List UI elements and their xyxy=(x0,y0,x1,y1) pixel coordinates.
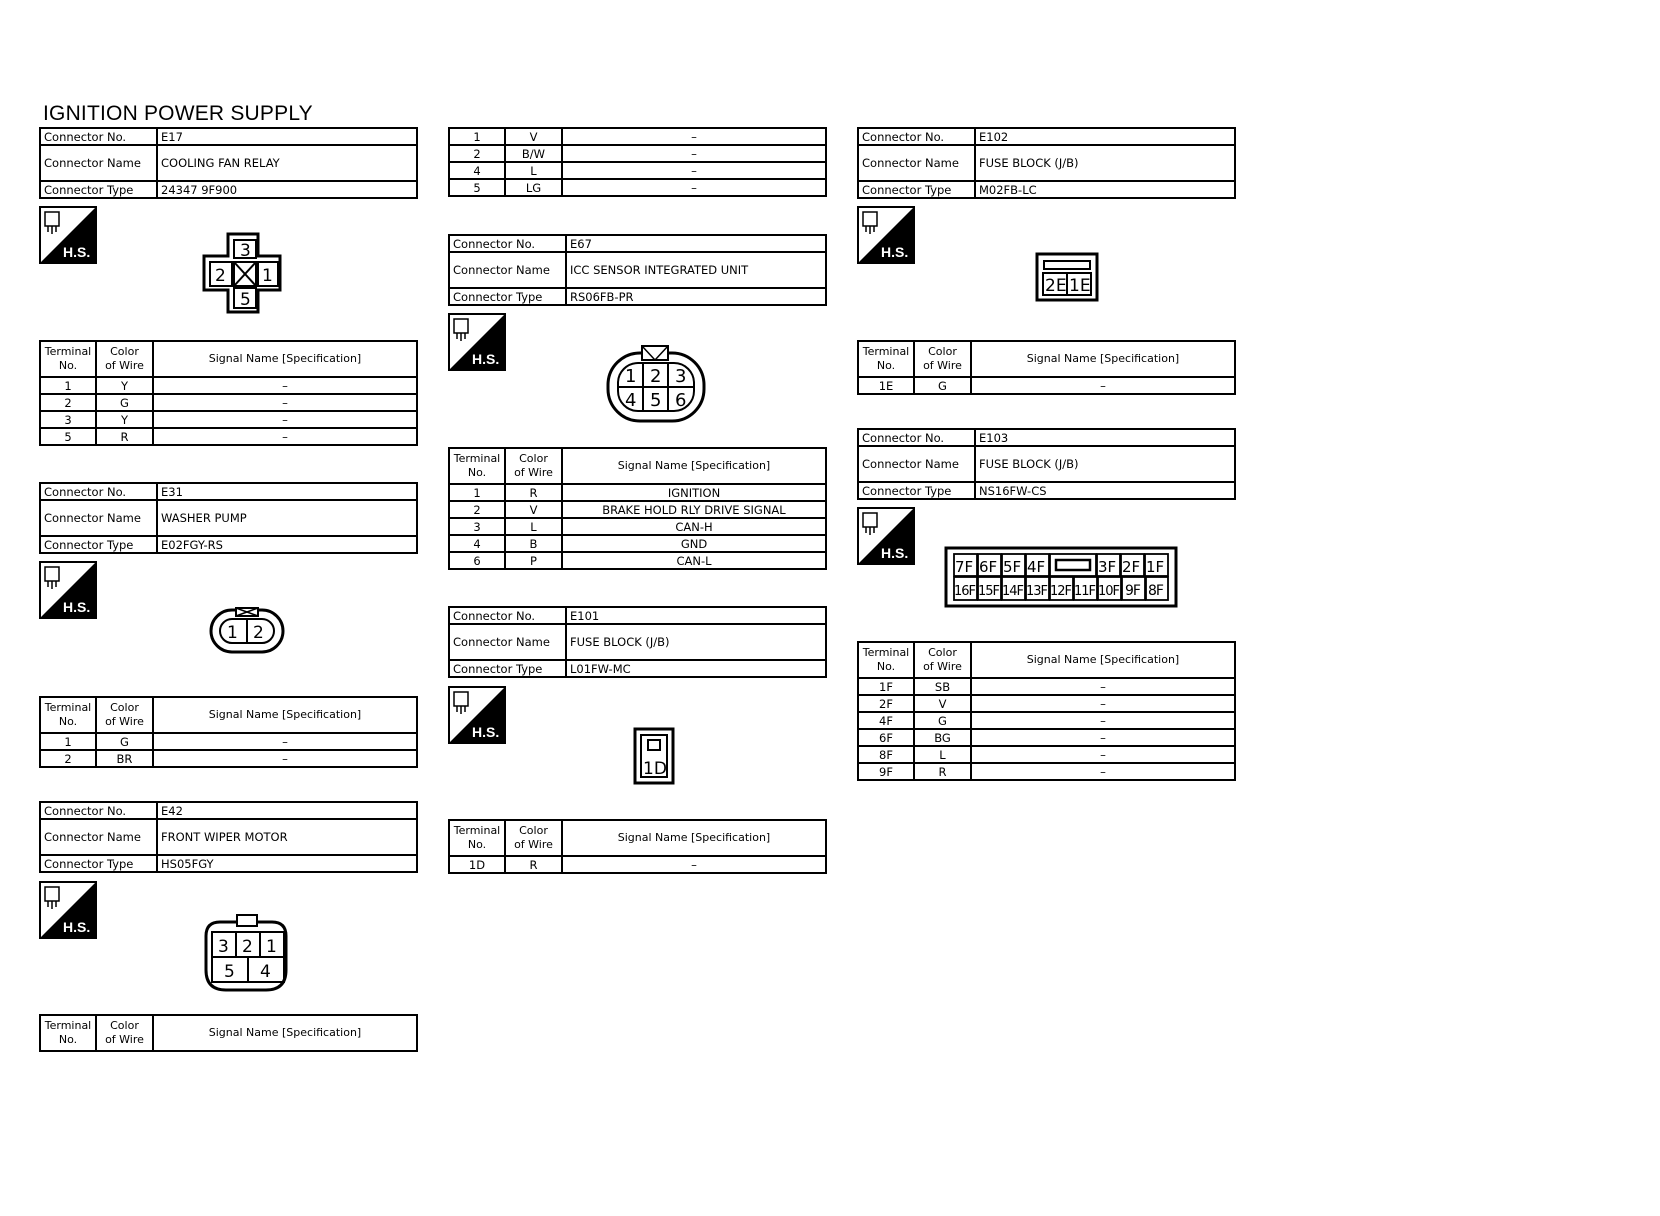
connector-type-label: Connector Type xyxy=(449,288,566,305)
hs-badge-text: H.S. xyxy=(472,351,500,367)
pin-label: 1F xyxy=(1146,558,1165,576)
connector-type-value: RS06FB-PR xyxy=(566,288,826,305)
pin-label: 2 xyxy=(253,623,264,643)
pin-label: 5 xyxy=(650,390,662,411)
table-row: 1 V – xyxy=(449,128,826,145)
connector-type-label: Connector Type xyxy=(40,855,157,872)
terminal-no-header: Terminal No. xyxy=(858,341,914,377)
pin-label: 8F xyxy=(1148,583,1163,599)
table-row: 1F SB – xyxy=(858,678,1235,695)
pin-label: 4F xyxy=(1027,558,1046,576)
connector-no-label: Connector No. xyxy=(858,128,975,145)
terminal-no-header: Terminal No. xyxy=(858,642,914,678)
connector-name-value: COOLING FAN RELAY xyxy=(157,145,417,181)
connector-name-label: Connector Name xyxy=(40,145,157,181)
pin-label: 1D xyxy=(643,759,667,779)
pin-label: 11F xyxy=(1074,584,1096,599)
connector-name-label: Connector Name xyxy=(40,819,157,855)
table-row: 9F R – xyxy=(858,763,1235,780)
table-row: 3 Y – xyxy=(40,411,417,428)
hs-badge-text: H.S. xyxy=(63,919,91,935)
pin-label: 1E xyxy=(1069,276,1091,296)
connector-info-e103 xyxy=(857,428,1236,500)
connector-name-label: Connector Name xyxy=(858,446,975,482)
pin-label: 2 xyxy=(242,937,253,957)
pin-label: 3 xyxy=(240,241,251,261)
table-row: 5 LG – xyxy=(449,179,826,196)
table-row: 6F BG – xyxy=(858,729,1235,746)
connector-type-value: L01FW-MC xyxy=(566,660,826,677)
pin-label: 10F xyxy=(1098,584,1120,599)
connector-name-value: ICC SENSOR INTEGRATED UNIT xyxy=(566,252,826,288)
connector-name-label: Connector Name xyxy=(858,145,975,181)
connector-name-value: FRONT WIPER MOTOR xyxy=(157,819,417,855)
terminal-table-e101 xyxy=(448,819,827,874)
connector-type-value: 24347 9F900 xyxy=(157,181,417,198)
table-row: 1E G – xyxy=(858,377,1235,394)
color-of-wire-header: Color of Wire xyxy=(505,820,562,856)
connector-type-label: Connector Type xyxy=(40,181,157,198)
signal-name-header: Signal Name [Specification] xyxy=(153,1015,417,1051)
hs-badge-text: H.S. xyxy=(472,724,500,740)
table-row: 2 G – xyxy=(40,394,417,411)
connector-type-value: HS05FGY xyxy=(157,855,417,872)
pin-label: 3 xyxy=(675,366,687,387)
connector-info-e17 xyxy=(39,127,418,199)
connector-info-e101 xyxy=(448,606,827,678)
connector-type-label: Connector Type xyxy=(449,660,566,677)
pin-label: 1 xyxy=(227,623,238,643)
pin-label: 6 xyxy=(675,390,687,411)
connector-info-e42 xyxy=(39,801,418,873)
connector-diagram-e102 xyxy=(1034,251,1100,303)
table-row: 1 G – xyxy=(40,733,417,750)
pin-label: 6F xyxy=(979,558,998,576)
connector-info-e31 xyxy=(39,482,418,554)
pin-label: 12F xyxy=(1050,584,1072,599)
connector-diagram-e31 xyxy=(208,605,288,657)
connector-diagram-e17 xyxy=(200,232,296,322)
table-row: 8F L – xyxy=(858,746,1235,763)
pin-label: 4 xyxy=(625,390,637,411)
pin-label: 5 xyxy=(224,962,235,982)
signal-name-header: Signal Name [Specification] xyxy=(153,341,417,377)
connector-no-value: E102 xyxy=(975,128,1235,145)
terminal-table-e42-continued xyxy=(448,127,827,197)
table-row: 2 V BRAKE HOLD RLY DRIVE SIGNAL xyxy=(449,501,826,518)
hs-badge-text: H.S. xyxy=(63,599,91,615)
terminal-no-header: Terminal No. xyxy=(40,341,96,377)
harness-side-icon xyxy=(39,206,97,264)
harness-side-icon xyxy=(448,313,506,371)
table-row: 2 BR – xyxy=(40,750,417,767)
connector-name-label: Connector Name xyxy=(449,624,566,660)
connector-diagram-e67 xyxy=(604,343,708,427)
terminal-table-e102 xyxy=(857,340,1236,395)
table-row: 4 B GND xyxy=(449,535,826,552)
connector-no-label: Connector No. xyxy=(858,429,975,446)
connector-type-label: Connector Type xyxy=(858,482,975,499)
harness-side-icon xyxy=(39,881,97,939)
terminal-table-e42 xyxy=(39,1014,418,1052)
harness-side-icon xyxy=(857,206,915,264)
connector-no-label: Connector No. xyxy=(40,483,157,500)
signal-name-header: Signal Name [Specification] xyxy=(153,697,417,733)
color-of-wire-header: Color of Wire xyxy=(505,448,562,484)
table-row: 4F G – xyxy=(858,712,1235,729)
connector-no-label: Connector No. xyxy=(40,802,157,819)
connector-name-value: FUSE BLOCK (J/B) xyxy=(566,624,826,660)
table-row: 2F V – xyxy=(858,695,1235,712)
pin-label: 5 xyxy=(240,290,251,310)
pin-label: 2 xyxy=(650,366,662,387)
connector-name-value: FUSE BLOCK (J/B) xyxy=(975,446,1235,482)
connector-no-label: Connector No. xyxy=(449,235,566,252)
connector-type-value: NS16FW-CS xyxy=(975,482,1235,499)
pin-label: 3F xyxy=(1098,558,1117,576)
pin-label: 1 xyxy=(625,366,637,387)
connector-name-label: Connector Name xyxy=(40,500,157,536)
pin-label: 1 xyxy=(262,266,273,286)
terminal-table-e67 xyxy=(448,447,827,570)
terminal-no-header: Terminal No. xyxy=(449,448,505,484)
hs-badge-text: H.S. xyxy=(881,244,909,260)
table-row: 1D R – xyxy=(449,856,826,873)
harness-side-icon xyxy=(857,507,915,565)
terminal-table-e103 xyxy=(857,641,1236,781)
hs-badge-text: H.S. xyxy=(63,244,91,260)
pin-label: 16F xyxy=(954,584,976,599)
connector-no-value: E42 xyxy=(157,802,417,819)
signal-name-header: Signal Name [Specification] xyxy=(562,448,826,484)
signal-name-header: Signal Name [Specification] xyxy=(971,642,1235,678)
pin-label: 3 xyxy=(218,937,229,957)
connector-diagram-e103 xyxy=(944,546,1178,608)
pin-label: 2 xyxy=(215,266,226,286)
connector-no-value: E103 xyxy=(975,429,1235,446)
harness-side-icon xyxy=(39,561,97,619)
pin-label: 7F xyxy=(955,558,974,576)
connector-type-label: Connector Type xyxy=(40,536,157,553)
connector-no-label: Connector No. xyxy=(40,128,157,145)
color-of-wire-header: Color of Wire xyxy=(914,642,971,678)
terminal-no-header: Terminal No. xyxy=(40,697,96,733)
pin-label: 13F xyxy=(1026,584,1048,599)
terminal-table-e31 xyxy=(39,696,418,768)
table-row: 6 P CAN-L xyxy=(449,552,826,569)
color-of-wire-header: Color of Wire xyxy=(96,341,153,377)
pin-label: 9F xyxy=(1125,583,1140,599)
connector-info-e67 xyxy=(448,234,827,306)
table-row: 2 B/W – xyxy=(449,145,826,162)
connector-diagram-e101 xyxy=(632,726,676,786)
pin-label: 14F xyxy=(1002,584,1024,599)
color-of-wire-header: Color of Wire xyxy=(914,341,971,377)
connector-type-value: M02FB-LC xyxy=(975,181,1235,198)
terminal-no-header: Terminal No. xyxy=(40,1015,96,1051)
terminal-no-header: Terminal No. xyxy=(449,820,505,856)
pin-label: 15F xyxy=(978,584,1000,599)
connector-type-value: E02FGY-RS xyxy=(157,536,417,553)
color-of-wire-header: Color of Wire xyxy=(96,1015,153,1051)
connector-no-label: Connector No. xyxy=(449,607,566,624)
table-row: 1 R IGNITION xyxy=(449,484,826,501)
table-row: 1 Y – xyxy=(40,377,417,394)
terminal-table-e17 xyxy=(39,340,418,446)
connector-no-value: E17 xyxy=(157,128,417,145)
connector-no-value: E31 xyxy=(157,483,417,500)
pin-label: 5F xyxy=(1003,558,1022,576)
signal-name-header: Signal Name [Specification] xyxy=(971,341,1235,377)
table-row: 4 L – xyxy=(449,162,826,179)
hs-badge-text: H.S. xyxy=(881,545,909,561)
connector-name-value: WASHER PUMP xyxy=(157,500,417,536)
pin-label: 2F xyxy=(1122,558,1141,576)
page-title: IGNITION POWER SUPPLY xyxy=(43,102,313,125)
connector-no-value: E101 xyxy=(566,607,826,624)
signal-name-header: Signal Name [Specification] xyxy=(562,820,826,856)
pin-label: 1 xyxy=(266,937,277,957)
connector-info-e102 xyxy=(857,127,1236,199)
color-of-wire-header: Color of Wire xyxy=(96,697,153,733)
connector-name-label: Connector Name xyxy=(449,252,566,288)
connector-type-label: Connector Type xyxy=(858,181,975,198)
connector-diagram-e42 xyxy=(202,912,294,994)
table-row: 3 L CAN-H xyxy=(449,518,826,535)
connector-no-value: E67 xyxy=(566,235,826,252)
harness-side-icon xyxy=(448,686,506,744)
connector-name-value: FUSE BLOCK (J/B) xyxy=(975,145,1235,181)
pin-label: 4 xyxy=(260,962,271,982)
pin-label: 2E xyxy=(1045,276,1067,296)
table-row: 5 R – xyxy=(40,428,417,445)
